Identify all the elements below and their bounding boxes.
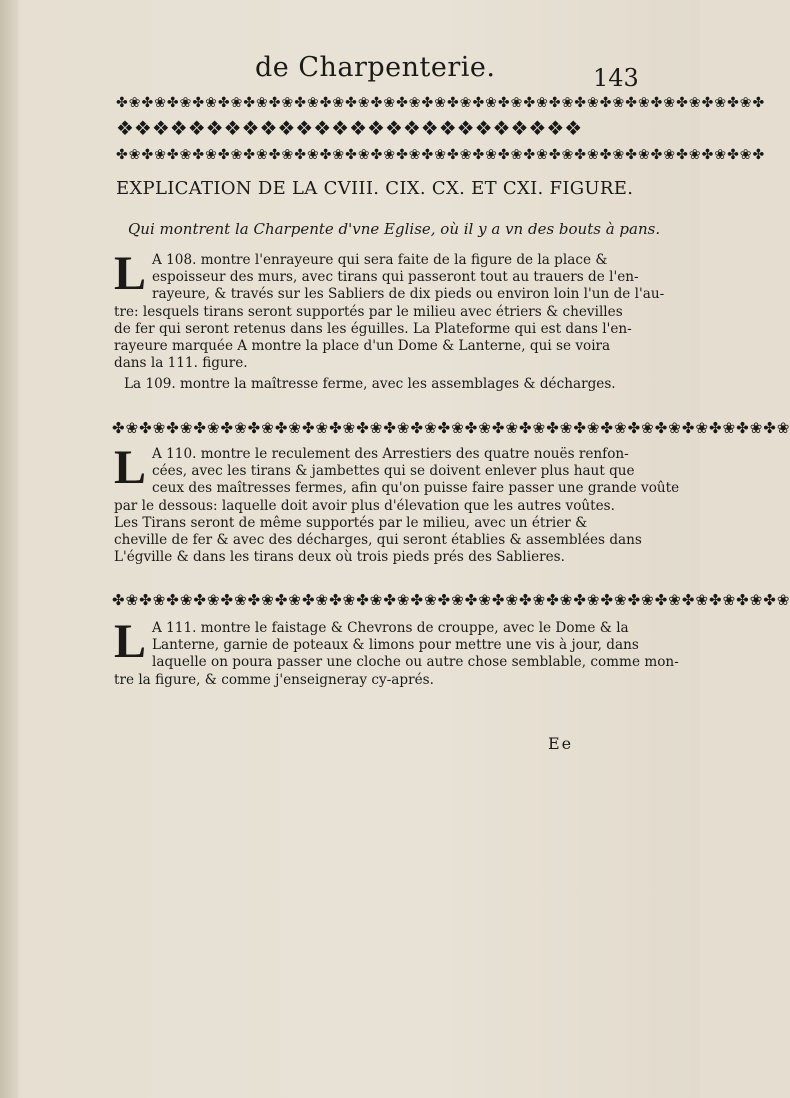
section-subtitle: Qui montrent la Charpente d'vne Eglise, où il y a vn des bouts à pans. (128, 220, 661, 238)
dropcap: L (114, 441, 147, 494)
text-line: ceux des maîtresses fermes, afin qu'on puisse faire passer une grande voûte (152, 480, 680, 497)
text-line: par le dessous: laquelle doit avoir plus d'élevation que les autres voûtes. (114, 497, 615, 514)
ornament-row-1: ✤❀✤❀✤❀✤❀✤❀✤❀✤❀✤❀✤❀✤❀✤❀✤❀✤❀✤❀✤❀✤❀✤❀✤❀✤❀✤❀✤❀✤❀✤❀✤❀✤❀ (112, 419, 790, 437)
text-line: Les Tirans seront de même supportés par le milieu, avec un étrier & (114, 514, 588, 531)
text-line: cheville de fer & avec des décharges, qui seront établies & assemblées dans (114, 532, 642, 549)
paragraph-2 (114, 441, 680, 566)
text-line: A 111. montre le faistage & Chevrons de crouppe, avec le Dome & la (152, 620, 629, 636)
text-line: cées, avec les tirans & jambettes qui se doivent enlever plus haut que (152, 463, 635, 480)
ornament-band-bottom: ✤❀✤❀✤❀✤❀✤❀✤❀✤❀✤❀✤❀✤❀✤❀✤❀✤❀✤❀✤❀✤❀✤❀✤❀✤❀✤❀✤❀✤❀✤❀✤❀✤❀✤ (116, 147, 766, 163)
text-line: de fer qui seront retenus dans les éguilles. La Plateforme qui est dans l'en- (114, 320, 632, 337)
running-head (0, 52, 700, 92)
text-line: rayeure marquée A montre la place d'un Dome & Lanterne, qui se voira (114, 338, 611, 355)
catchword: Ee (548, 734, 574, 753)
text-line: A 108. montre l'enrayeure qui sera faite de la figure de la place & (152, 252, 608, 268)
ornament-band-top: ✤❀✤❀✤❀✤❀✤❀✤❀✤❀✤❀✤❀✤❀✤❀✤❀✤❀✤❀✤❀✤❀✤❀✤❀✤❀✤❀✤❀✤❀✤❀✤❀✤❀✤ (116, 95, 766, 111)
page-gutter (0, 0, 18, 1098)
text-line: La 109. montre la maîtresse ferme, avec les assemblages & décharges. (124, 376, 616, 393)
text-line: dans la 111. figure. (114, 355, 248, 372)
text-line: rayeure, & través sur les Sabliers de dix pieds ou environ loin l'un de l'au- (152, 286, 665, 303)
ornament-band-middle: ❖❖❖❖❖❖❖❖❖❖❖❖❖❖❖❖❖❖❖❖❖❖❖❖❖❖ (116, 116, 583, 140)
text-line: Lanterne, garnie de poteaux & limons pour mettre une vis à jour, dans (152, 637, 639, 654)
text-line: L'égville & dans les tirans deux où trois pieds prés des Sablieres. (114, 549, 565, 566)
text-line: A 110. montre le reculement des Arrestiers des quatre nouës renfon- (152, 446, 629, 462)
dropcap: L (114, 247, 147, 300)
paragraph-1 (114, 247, 665, 394)
text-line: tre: lesquels tirans seront supportés par le milieu avec étriers & chevilles (114, 303, 623, 320)
text-line: tre la figure, & comme j'enseigneray cy-aprés. (114, 671, 434, 688)
paragraph-3 (114, 615, 679, 689)
page-number: 143 (593, 64, 639, 92)
text-line: laquelle on poura passer une cloche ou autre chose semblable, comme mon- (152, 654, 679, 671)
text-line: espoisseur des murs, avec tirans qui passeront tout au trauers de l'en- (152, 269, 639, 286)
ornament-row-2: ✤❀✤❀✤❀✤❀✤❀✤❀✤❀✤❀✤❀✤❀✤❀✤❀✤❀✤❀✤❀✤❀✤❀✤❀✤❀✤❀✤❀✤❀✤❀✤❀✤❀ (112, 591, 790, 609)
running-title: de Charpenterie. (255, 52, 496, 83)
section-title: EXPLICATION DE LA CVIII. CIX. CX. ET CXI. FIGURE. (116, 178, 634, 199)
dropcap: L (114, 615, 147, 668)
